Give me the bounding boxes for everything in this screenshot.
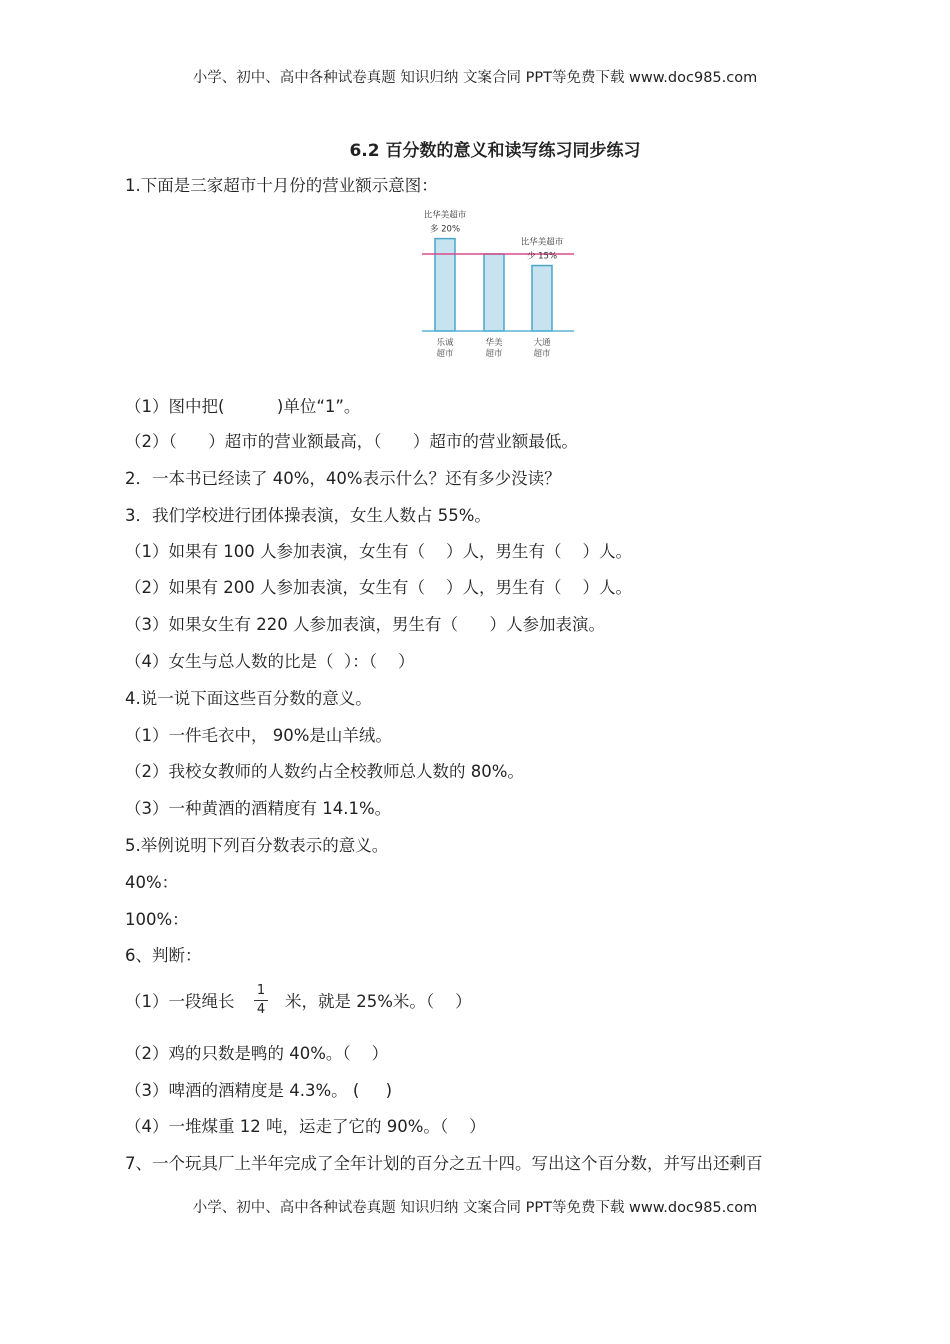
- question-4: 4.说一说下面这些百分数的意义。: [125, 689, 372, 708]
- question-4-1: （1）一件毛衣中， 90%是山羊绒。: [125, 726, 392, 745]
- page-footer: 小学、初中、高中各种试卷真题 知识归纳 文案合同 PPT等免费下载 www.doc985.com: [192, 1200, 758, 1216]
- category-label-3-1: 大通: [533, 338, 551, 348]
- question-1-1: （1）图中把( )单位“1”。: [125, 397, 361, 416]
- bar-3: [532, 266, 552, 331]
- question-5-b: 100%：: [125, 910, 189, 929]
- question-6-3: （3）啤酒的酒精度是 4.3%。 ( ): [125, 1081, 393, 1100]
- annotation-1-line-1: 比华美超市: [423, 210, 467, 221]
- category-label-3-2: 超市: [533, 349, 551, 359]
- question-4-2: （2）我校女教师的人数约占全校教师总人数的 80%。: [125, 762, 524, 781]
- bar-1: [435, 239, 455, 331]
- question-2: 2．一本书已经读了 40%，40%表示什么？还有多少没读？: [125, 469, 561, 488]
- fraction-denominator: 4: [256, 1002, 266, 1017]
- question-1: 1.下面是三家超市十月份的营业额示意图：: [125, 176, 438, 195]
- question-3-2: （2）如果有 200 人参加表演，女生有（ ）人，男生有（ ）人。: [125, 578, 632, 597]
- question-6-1-suffix: 米，就是 25%米。（ ）: [285, 992, 472, 1011]
- annotation-1-line-2: 多 20%: [429, 224, 461, 235]
- question-3: 3．我们学校进行团体操表演，女生人数占 55%。: [125, 506, 491, 525]
- category-label-2-2: 超市: [485, 349, 503, 359]
- annotation-2-line-1: 比华美超市: [520, 237, 564, 248]
- question-1-2: （2）（ ）超市的营业额最高，（ ）超市的营业额最低。: [125, 432, 578, 451]
- page-header: 小学、初中、高中各种试卷真题 知识归纳 文案合同 PPT等免费下载 www.doc985.com: [192, 70, 758, 86]
- category-label-1-2: 超市: [436, 349, 454, 359]
- question-5-a: 40%：: [125, 873, 179, 892]
- annotation-2-line-2: 少 15%: [526, 251, 558, 262]
- category-label-2-1: 华美: [485, 338, 503, 348]
- fraction-one-quarter: [254, 984, 268, 1017]
- question-6: 6、判断：: [125, 946, 202, 965]
- question-6-1-prefix: （1）一段绳长: [125, 992, 235, 1011]
- fraction-numerator: 1: [256, 983, 266, 998]
- question-4-3: （3）一种黄酒的酒精度有 14.1%。: [125, 799, 392, 818]
- question-3-4: （4）女生与总人数的比是（ ）：（ ）: [125, 652, 415, 671]
- revenue-bar-chart: [418, 208, 578, 368]
- question-7: 7、一个玩具厂上半年完成了全年计划的百分之五十四。写出这个百分数，并写出还剩百: [125, 1154, 763, 1173]
- question-3-1: （1）如果有 100 人参加表演，女生有（ ）人，男生有（ ）人。: [125, 542, 632, 561]
- question-6-2: （2）鸡的只数是鸭的 40%。（ ）: [125, 1044, 389, 1063]
- question-6-4: （4）一堆煤重 12 吨，运走了它的 90%。（ ）: [125, 1117, 486, 1136]
- bar-2: [484, 254, 504, 331]
- page-title: 6.2 百分数的意义和读写练习同步练习: [349, 141, 641, 161]
- category-label-1-1: 乐诚: [436, 338, 454, 348]
- question-3-3: （3）如果女生有 220 人参加表演，男生有（ ）人参加表演。: [125, 615, 605, 634]
- question-5: 5.举例说明下列百分数表示的意义。: [125, 836, 389, 855]
